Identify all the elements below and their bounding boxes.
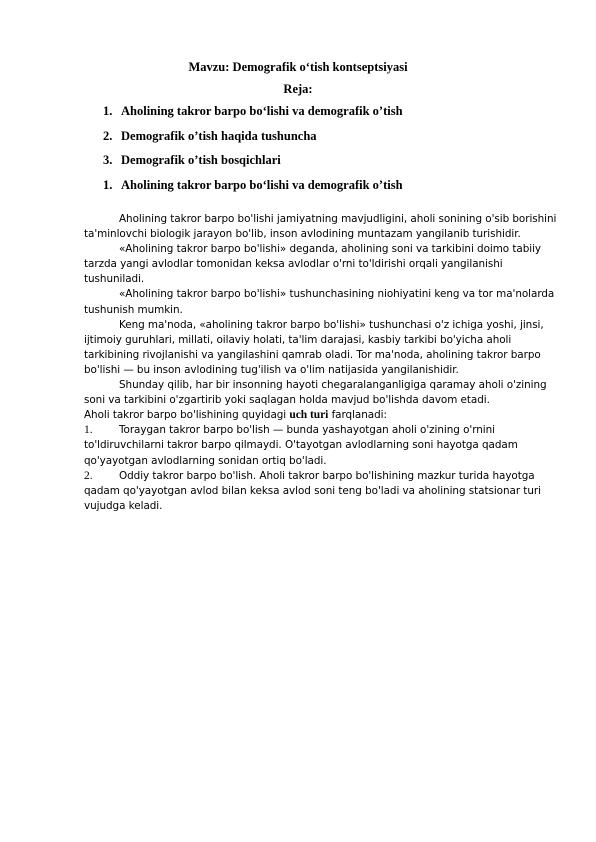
plan-item-number: 1. (103, 104, 113, 118)
plan-item (103, 103, 403, 128)
type-item-number: 1. (84, 424, 93, 437)
type-item-text: Toraygan takror barpo bo'lish — bunda yashayotgan aholi o'zining o'rnini to'ldiruvchilarni takror barpo qilmaydi. O'tayotgan avlodlarning soni hayotga qadam qo'yayotgan avlodlarning sonidan ortiq bo'ladi. (84, 424, 518, 467)
paragraph: «Aholining takror barpo bo'lishi» deganda, aholining soni va tarkibini doimo tabiiy tarzda yangi avlodlar tomonidan keksa avlodlar o'rni to'ldirishi orqali yangilanishi tushuniladi. (84, 243, 542, 286)
plan-item (103, 152, 403, 177)
plan-item-number: 1. (103, 178, 113, 193)
paragraph: Keng ma'noda, «aholining takror barpo bo'lishi» tushunchasi o'z ichiga yoshi, jinsi, ijtimoiy guruhlari, millati, oilaviy holati, ta'lim darajasi, kasbiy tarkibi bo'yicha aholi tarkibining rivojlanishi va yangilashini qamrab oladi. Tor ma'noda, aholining takror barpo bo'lishi — bu inson avlodining tug'ilish va o'lim natijasida yangilanishidir. (84, 318, 544, 376)
document-title: Mavzu: Demografik o‘tish kontseptsiyasi (188, 60, 408, 74)
document-body (84, 212, 562, 514)
type-item (84, 469, 562, 514)
types-intro-bold: uch turi (289, 409, 329, 422)
plan-item (103, 177, 403, 202)
type-item-text: Oddiy takror barpo bo'lish. Aholi takror barpo bo'lishining mazkur turida hayotga qadam qo'yayotgan avlod bilan keksa avlod soni teng bo'ladi va aholining statsionar turi vujudga keladi. (84, 469, 541, 512)
plan-item (103, 128, 403, 153)
types-intro-after: farqlanadi: (328, 409, 387, 422)
paragraph: Aholining takror barpo bo'lishi jamiyatning mavjudligini, aholi sonining o'sib borishini ta'minlovchi biologik jarayon bo'lib, inson avlodining muntazam yangilanib turishidir. (84, 213, 557, 241)
paragraph: «Aholining takror barpo bo'lishi» tushunchasining niohiyatini keng va tor ma'nolarda tushunish mumkin. (84, 288, 555, 316)
type-item-number: 2. (84, 469, 93, 482)
plan-item-text: Demografik o’tish bosqichlari (121, 153, 281, 168)
paragraph: Shunday qilib, har bir insonning hayoti chegaralanganligiga qaramay aholi o'zining soni va tarkibini o'zgartirib yoki saqlagan holda mavjud bo'lishda davom etadi. (84, 379, 547, 407)
plan-item-number: 3. (103, 153, 113, 168)
plan-item-number: 2. (103, 128, 113, 143)
types-intro-before: Aholi takror barpo bo'lishining quyidagi (84, 409, 290, 422)
plan-item-text: Aholining takror barpo bo‘lishi va demografik o’tish (121, 178, 403, 193)
types-intro (84, 408, 562, 423)
plan-heading: Reja: (283, 82, 313, 96)
plan-item-text: Demografik o’tish haqida tushuncha (121, 128, 317, 143)
plan-item-text: Aholining takror barpo bo‘lishi va demografik o’tish (121, 104, 403, 118)
type-item (84, 423, 562, 468)
plan-list (103, 103, 403, 202)
